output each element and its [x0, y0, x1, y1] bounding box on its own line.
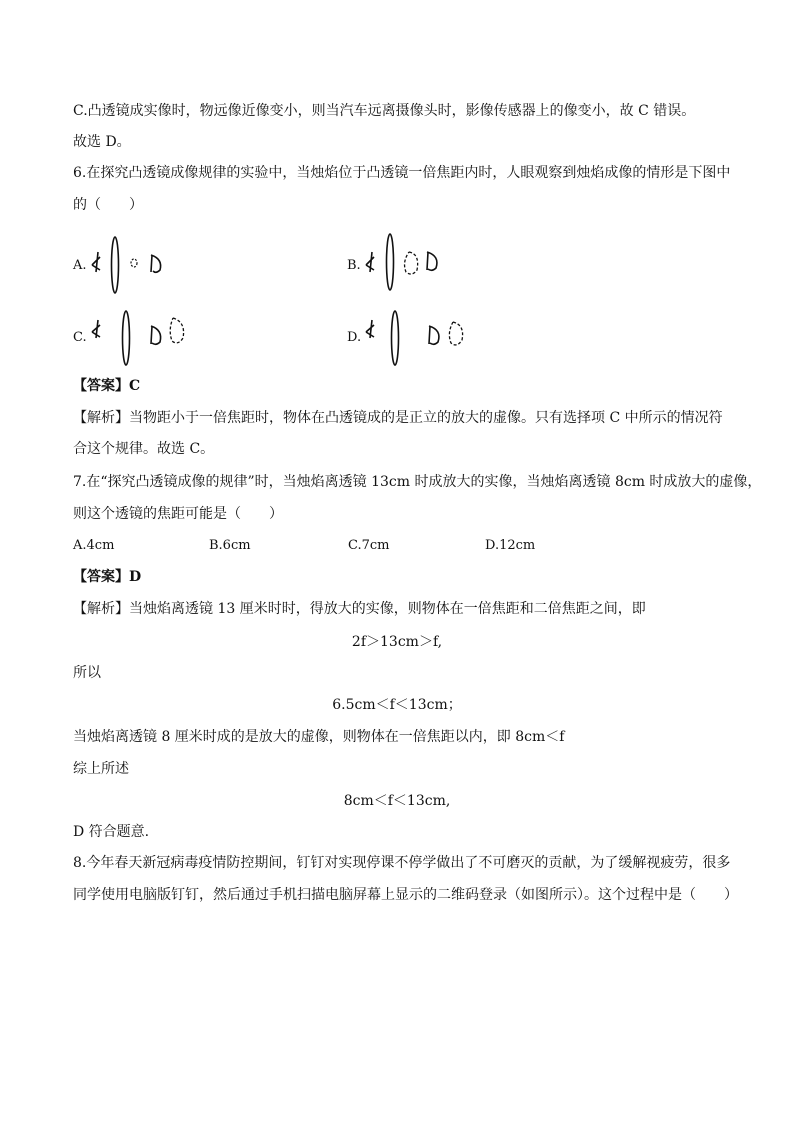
q7-answer: 【答案】D: [73, 569, 142, 585]
small-image-icon: [131, 259, 137, 267]
convex-lens-icon: [387, 234, 394, 290]
q7-analysis-line1: 【解析】当烛焰离透镜 13 厘米时时，得放大的实像，则物体在一倍焦距和二倍焦距之间，即: [73, 601, 646, 617]
convex-lens-icon: [392, 311, 399, 365]
q6-option-b-figure: [362, 232, 462, 298]
q6-option-b-label: B.: [347, 258, 361, 273]
q6-analysis-line2: 合这个规律。故选 C。: [73, 441, 215, 457]
virtual-image-icon: [449, 322, 462, 345]
q7-stem-line1: 7.在“探究凸透镜成像的规律”时，当烛焰离透镜 13cm 时成放大的实像，当烛焰离透镜 8cm 时成放大的虚像，: [73, 474, 762, 490]
q6-option-c-figure: [88, 308, 198, 370]
candle-icon: [92, 320, 100, 338]
convex-lens-icon: [112, 237, 119, 293]
q7-formula1: 2f＞13cm＞f,: [351, 634, 443, 650]
q6-option-d-label: D.: [347, 330, 362, 345]
q6-option-d-figure: [362, 308, 472, 370]
q7-formula3: 8cm＜f＜13cm,: [343, 793, 451, 809]
image-icon: [429, 326, 439, 344]
image-icon: [427, 252, 437, 270]
q5-conclusion: 故选 D。: [73, 134, 131, 150]
convex-lens-icon: [123, 311, 130, 365]
q8-stem-line2: 同学使用电脑版钉钉，然后通过手机扫描电脑屏幕上显示的二维码登录（如图所示）。这个过程中是（ ）: [73, 887, 738, 903]
q8-stem-line1: 8.今年春天新冠病毒疫情防控期间，钉钉对实现停课不停学做出了不可磨灭的贡献，为了缓解视疲劳，很多: [73, 855, 731, 871]
q7-stem-line2: 则这个透镜的焦距可能是（ ）: [73, 506, 283, 522]
q6-answer: 【答案】C: [73, 378, 141, 394]
q7-option-b: B.6cm: [209, 538, 251, 553]
q6-option-a-figure: [86, 232, 176, 298]
q7-analysis-line2: 当烛焰离透镜 8 厘米时成的是放大的虚像，则物体在一倍焦距以内，即 8cm＜f: [73, 729, 565, 745]
q6-stem-line2: 的（ ）: [73, 197, 143, 213]
q6-option-c-label: C.: [73, 330, 87, 345]
q7-summary: 综上所述: [73, 761, 129, 777]
q6-option-a-label: A.: [73, 258, 87, 273]
q7-formula2: 6.5cm＜f＜13cm；: [332, 697, 462, 713]
q5-option-c-explanation: C.凸透镜成实像时，物远像近像变小，则当汽车远离摄像头时，影像传感器上的像变小，故 C 错误。: [73, 103, 696, 119]
virtual-image-icon: [170, 318, 183, 343]
q7-option-c: C.7cm: [348, 538, 390, 553]
q7-so: 所以: [73, 665, 101, 681]
image-icon: [151, 326, 161, 344]
candle-icon: [366, 320, 374, 338]
q6-stem-line1: 6.在探究凸透镜成像规律的实验中，当烛焰位于凸透镜一倍焦距内时，人眼观察到烛焰成像的情形是下图中: [73, 165, 731, 181]
q7-conclusion: D 符合题意.: [73, 824, 150, 840]
q7-option-a: A.4cm: [73, 538, 115, 553]
q6-analysis-line1: 【解析】当物距小于一倍焦距时，物体在凸透镜成的是正立的放大的虚像。只有选择项 C 中所示的情况符: [73, 410, 723, 426]
image-icon: [151, 255, 161, 272]
q7-option-d: D.12cm: [485, 538, 536, 553]
candle-icon: [92, 252, 100, 272]
virtual-image-icon: [405, 252, 418, 274]
candle-icon: [366, 252, 374, 272]
